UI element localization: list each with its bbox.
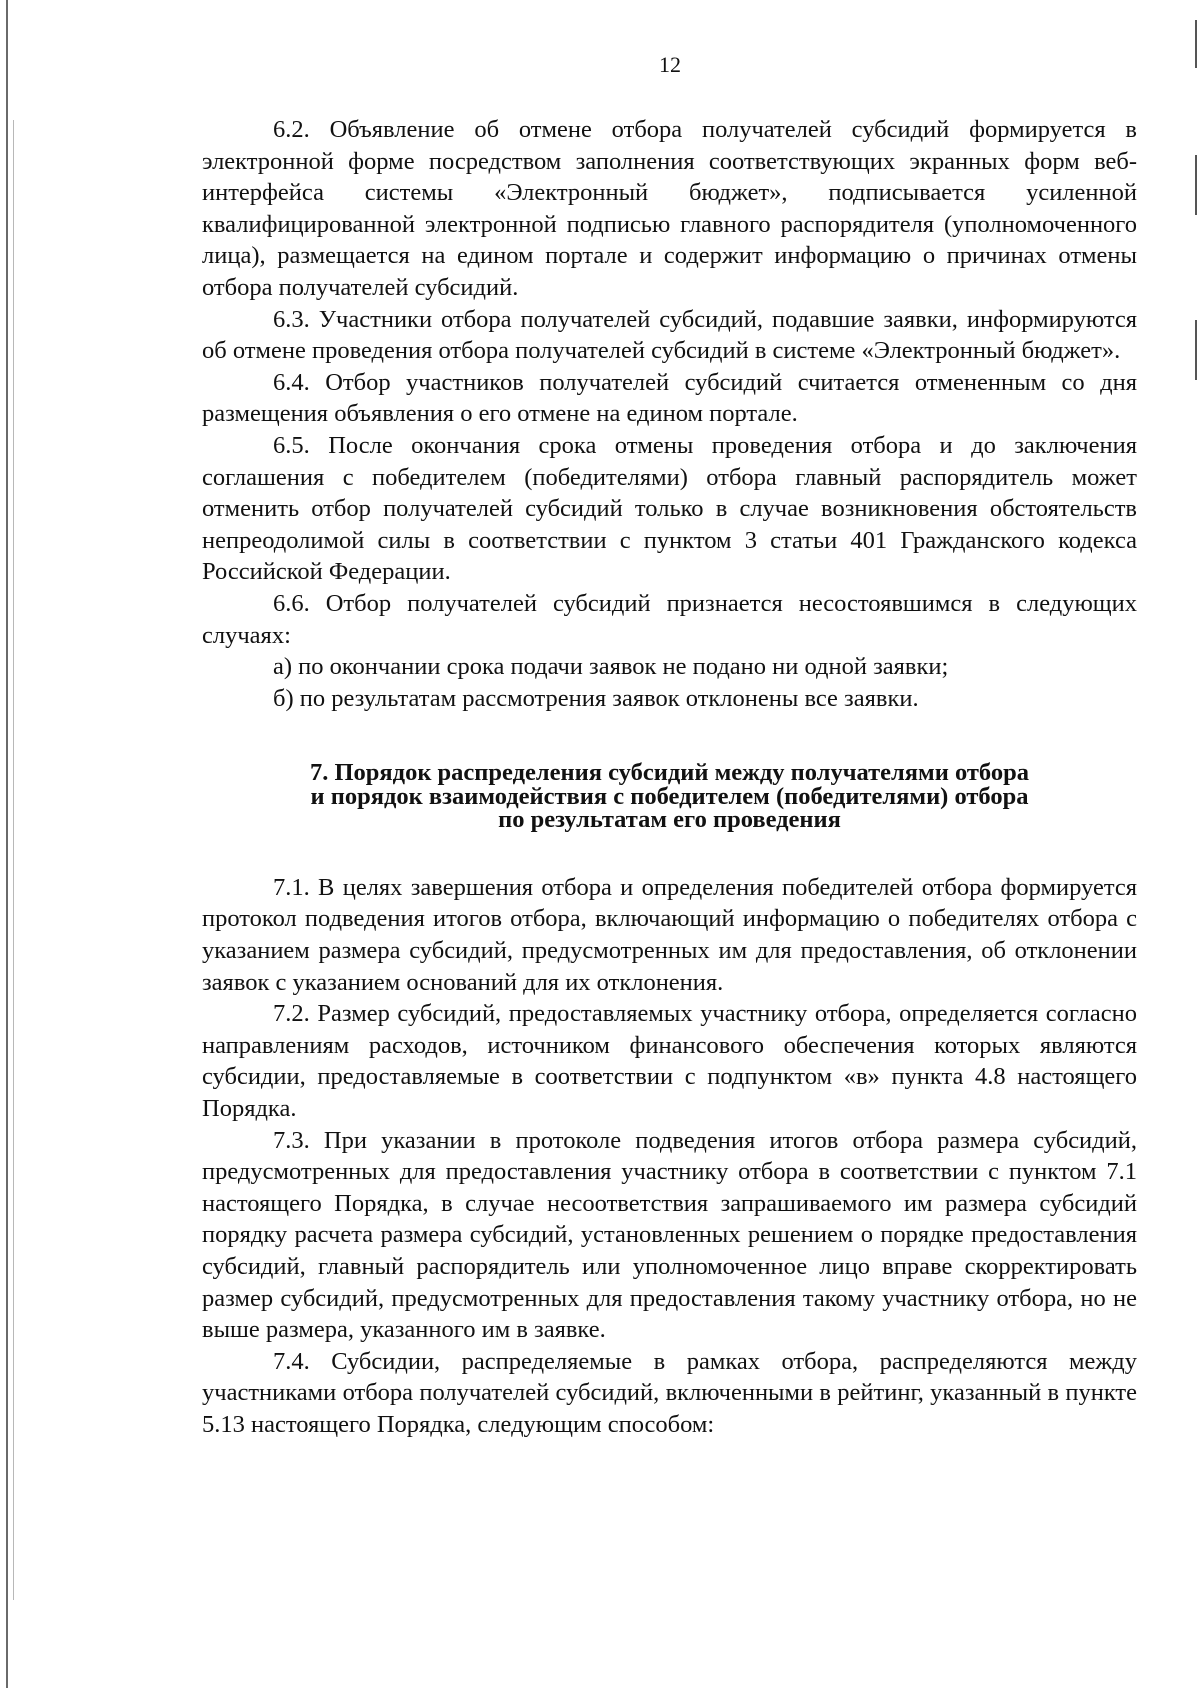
- paragraph-7-1: 7.1. В целях завершения отбора и определения победителей отбора формируется протокол подведения итогов отбора, включающий информацию о победителях отбора с указанием размера субсидий, предусмотренных им для предоставления, об отклонении заявок с указанием оснований для их отклонения.: [202, 873, 1137, 996]
- scan-mark: [1195, 320, 1197, 380]
- section-heading-7: [202, 761, 1137, 832]
- heading-line: по результатам его проведения: [498, 806, 841, 834]
- paragraph-6-5: 6.5. После окончания срока отмены проведения отбора и до заключения соглашения с победителем (победителями) отбора главный распорядитель может отменить отбор получателей субсидий только в случае возникновения обстоятельств непреодолимой силы в соответствии с пунктом 3 статьи 401 Гражданского кодекса Российской Федерации.: [202, 431, 1137, 586]
- paragraph-7-4: 7.4. Субсидии, распределяемые в рамках отбора, распределяются между участниками отбора получателей субсидий, включенными в рейтинг, указанный в пункте 5.13 настоящего Порядка, следующим способом:: [202, 1347, 1137, 1438]
- scan-edge: [6, 0, 8, 1688]
- scan-mark: [1195, 155, 1197, 215]
- paragraph-6-3: 6.3. Участники отбора получателей субсидий, подавшие заявки, информируются об отмене проведения отбора получателей субсидий в системе «Электронный бюджет».: [202, 305, 1137, 365]
- paragraph-7-3: 7.3. При указании в протоколе подведения итогов отбора размера субсидий, предусмотренных для предоставления участнику отбора в соответствии с пунктом 7.1 настоящего Порядка, в случае несоответствия запрашиваемого им размера субсидий порядку расчета размера субсидий, установленных решением о порядке предоставления субсидий, главный распорядитель или уполномоченное лицо вправе скорректировать размер субсидий, предусмотренных для предоставления такому участнику отбора, но не выше размера, указанного им в заявке.: [202, 1126, 1137, 1344]
- document-body: [202, 114, 1137, 1440]
- paragraph-7-2: 7.2. Размер субсидий, предоставляемых участнику отбора, определяется согласно направлениям расходов, источником финансового обеспечения которых являются субсидии, предоставляемые в соответствии с подпунктом «в» пункта 4.8 настоящего Порядка.: [202, 1000, 1137, 1122]
- scan-edge: [13, 120, 14, 1600]
- paragraph-6-4: 6.4. Отбор участников получателей субсидий считается отмененным со дня размещения объявления о его отмене на едином портале.: [202, 368, 1137, 428]
- heading-line: 7. Порядок распределения субсидий между получателями отбора: [309, 759, 1029, 787]
- page-number: 12: [659, 52, 681, 77]
- paragraph-6-2: 6.2. Объявление об отмене отбора получателей субсидий формируется в электронной форме посредством заполнения соответствующих экранных форм веб-интерфейса системы «Электронный бюджет», подписывается усиленной квалифицированной электронной подписью главного распорядителя (уполномоченного лица), размещается на едином портале и содержит информацию о причинах отмены отбора получателей субсидий.: [202, 116, 1137, 301]
- list-item-b: б) по результатам рассмотрения заявок отклонены все заявки.: [273, 684, 919, 712]
- paragraph-6-6: 6.6. Отбор получателей субсидий признается несостоявшимся в следующих случаях:: [202, 589, 1137, 649]
- heading-line: и порядок взаимодействия с победителем (победителями) отбора: [310, 782, 1029, 810]
- list-item-a: а) по окончании срока подачи заявок не подано ни одной заявки;: [273, 653, 949, 681]
